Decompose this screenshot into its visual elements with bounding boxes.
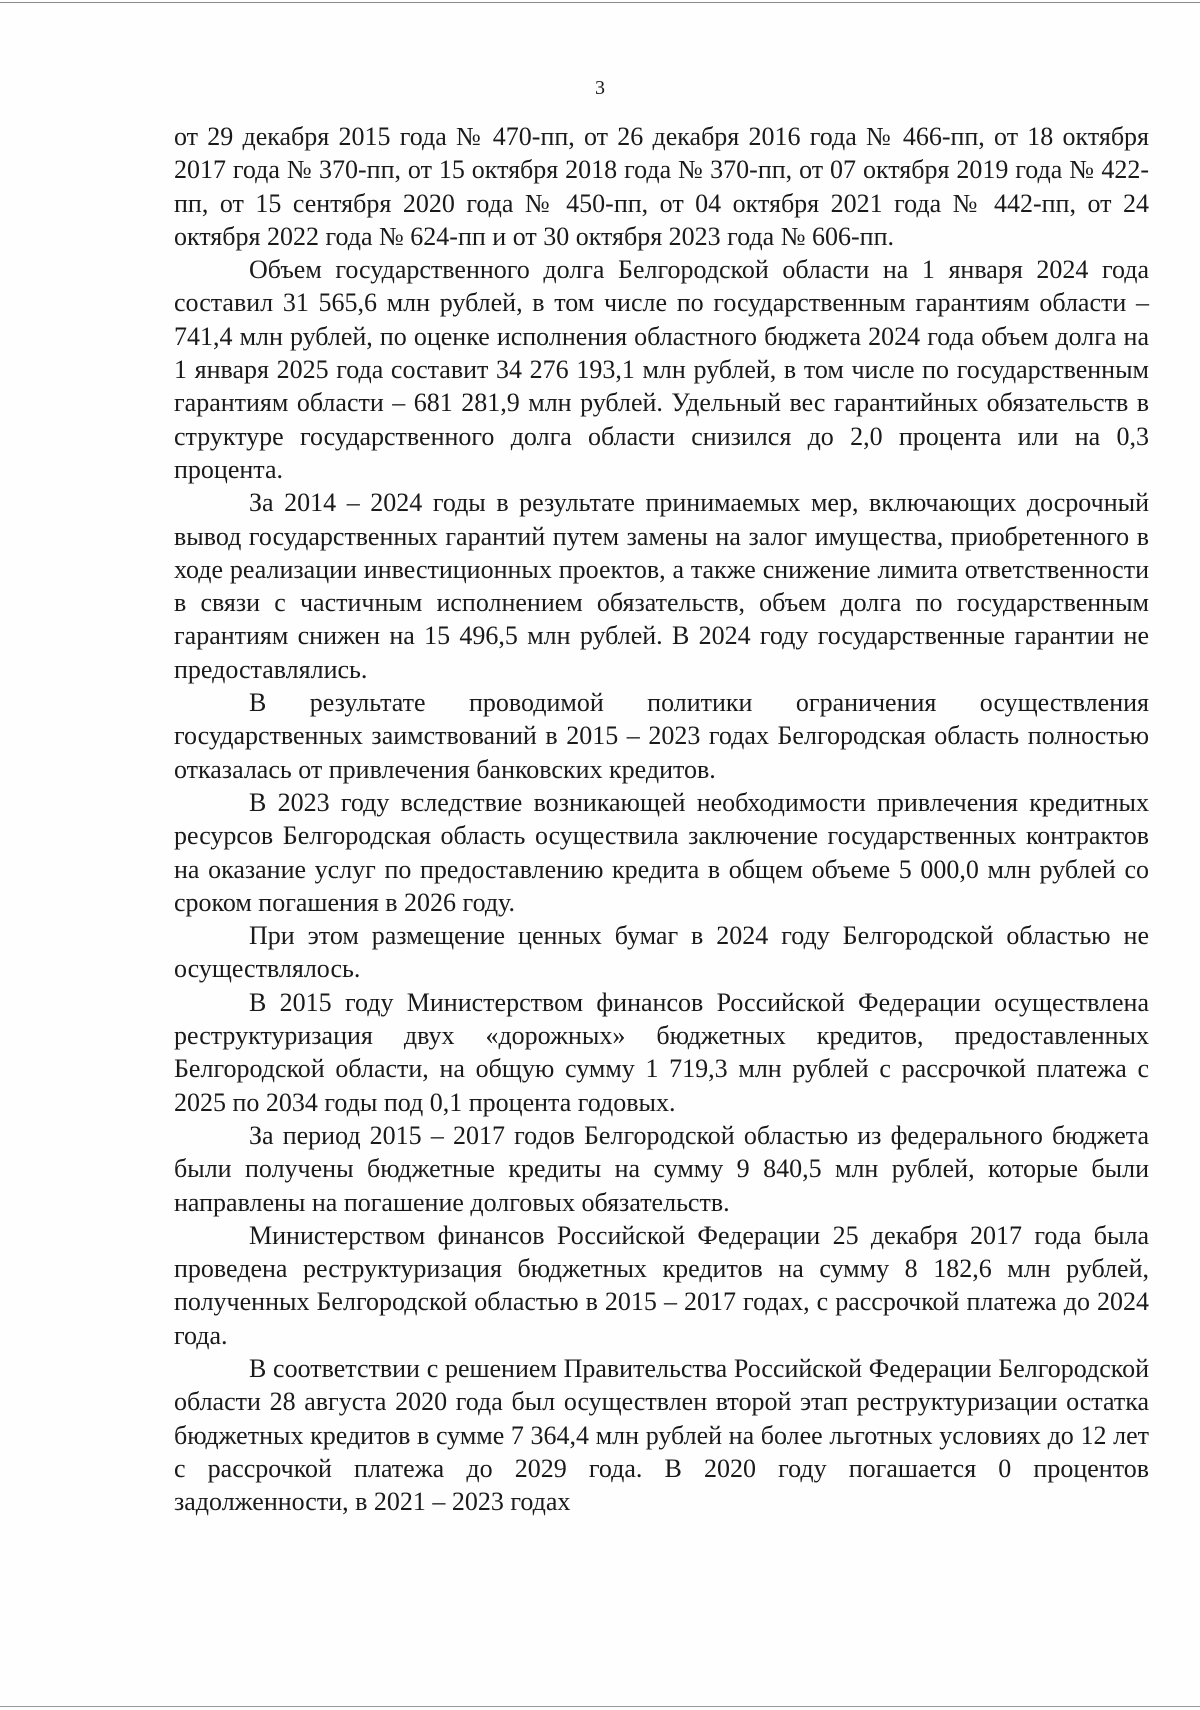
scan-edge-bottom	[0, 1706, 1200, 1707]
paragraph-credit-resources: В 2023 году вследствие возникающей необходимости привлечения кредитных ресурсов Белгородская область осуществила заключение государственных контрактов на оказание услуг по предоставлению кредита в общем объеме 5 000,0 млн рублей со сроком погашения в 2026 году.	[174, 787, 1149, 917]
scan-edge-top	[0, 2, 1200, 3]
paragraph-road-credits: В 2015 году Министерством финансов Российской Федерации осуществлена реструктуризация двух «дорожных» бюджетных кредитов, предоставленных Белгородской области, на общую сумму 1 719,3 млн рублей с рассрочкой платежа с 2025 по 2034 годы под 0,1 процента годовых.	[174, 987, 1149, 1117]
paragraph-securities: При этом размещение ценных бумаг в 2024 году Белгородской областью не осуществлялось.	[174, 921, 1149, 984]
document-body	[174, 120, 1149, 1518]
paragraph-restructuring-2017: Министерством финансов Российской Федерации 25 декабря 2017 года была проведена реструктуризация бюджетных кредитов на сумму 8 182,6 млн рублей, полученных Белгородской областью в 2015 – 2017 годах, с рассрочкой платежа до 2024 года.	[174, 1220, 1149, 1350]
paragraph-restructuring-2020: В соответствии с решением Правительства Российской Федерации Белгородской области 28 августа 2020 года был осуществлен второй этап реструктуризации остатка бюджетных кредитов в сумме 7 364,4 млн рублей на более льготных условиях до 12 лет с рассрочкой платежа до 2029 года. В 2020 году погашается 0 процентов задолженности, в 2021 – 2023 годах	[174, 1353, 1149, 1517]
paragraph-guarantees: За 2014 – 2024 годы в результате принимаемых мер, включающих досрочный вывод государственных гарантий путем замены на залог имущества, приобретенного в ходе реализации инвестиционных проектов, а также снижение лимита ответственности в связи с частичным исполнением обязательств, объем долга по государственным гарантиям снижен на 15 496,5 млн рублей. В 2024 году государственные гарантии не предоставлялись.	[174, 488, 1149, 684]
paragraph-federal-credits: За период 2015 – 2017 годов Белгородской областью из федерального бюджета были получены бюджетные кредиты на сумму 9 840,5 млн рублей, которые были направлены на погашение долговых обязательств.	[174, 1120, 1149, 1217]
paragraph-borrowing-policy: В результате проводимой политики ограничения осуществления государственных заимствований в 2015 – 2023 годах Белгородская область полностью отказалась от привлечения банковских кредитов.	[174, 688, 1149, 784]
page-number: 3	[595, 77, 605, 99]
paragraph-state-debt: Объем государственного долга Белгородской области на 1 января 2024 года составил 31 565,6 млн рублей, в том числе по государственным гарантиям области – 741,4 млн рублей, по оценке исполнения областного бюджета 2024 года объем долга на 1 января 2025 года составит 34 276 193,1 млн рублей, в том числе по государственным гарантиям области – 681 281,9 млн рублей. Удельный вес гарантийных обязательств в структуре государственного долга области снизился до 2,0 процента или на 0,3 процента.	[174, 255, 1149, 484]
paragraph-continuation: от 29 декабря 2015 года № 470-пп, от 26 декабря 2016 года № 466-пп, от 18 октября 2017 года № 370-пп, от 15 октября 2018 года № 370-пп, от 07 октября 2019 года № 422-пп, от 15 сентября 2020 года № 450-пп, от 04 октября 2021 года № 442-пп, от 24 октября 2022 года № 624-пп и от 30 октября 2023 года № 606-пп.	[174, 122, 1149, 251]
